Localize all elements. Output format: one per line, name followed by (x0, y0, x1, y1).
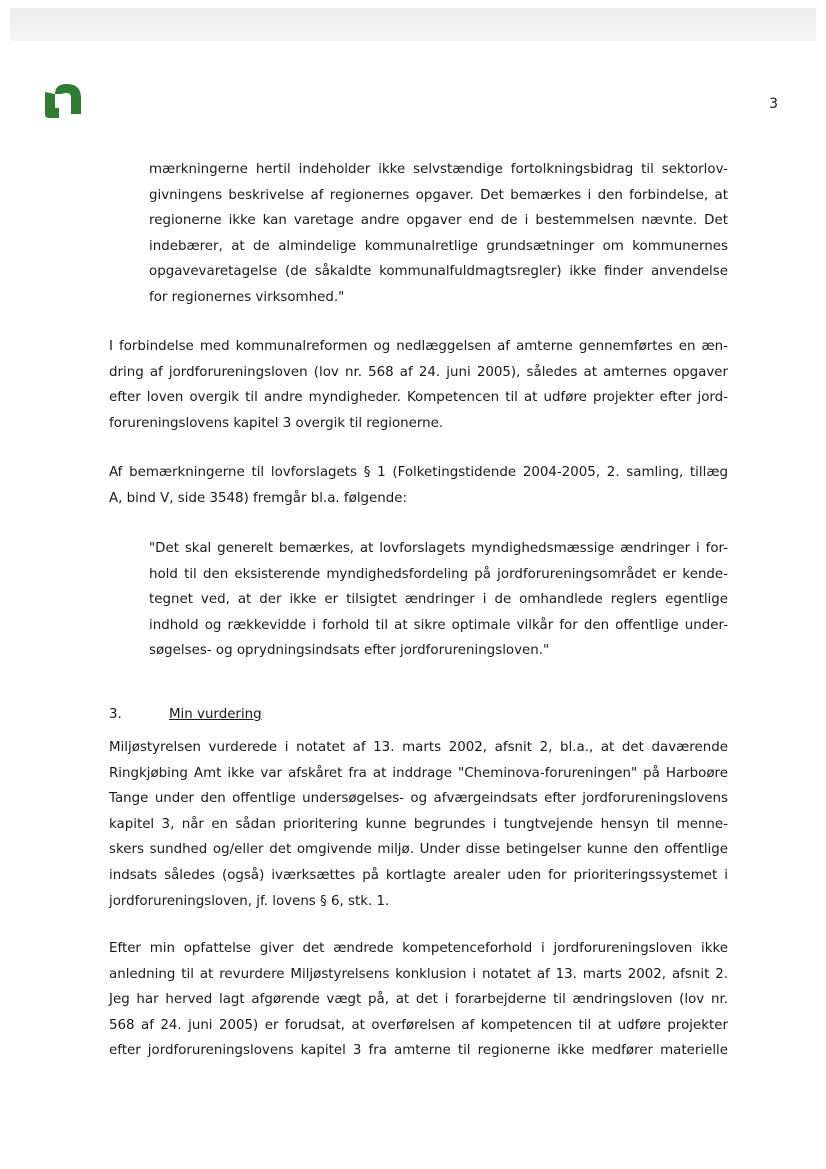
text-line: mærkningerne hertil indeholder ikke selvstændige fortolkningsbidrag til sektorlov- (149, 162, 728, 177)
text-line: I forbindelse med kommunalreformen og nedlæggelsen af amterne gennemførtes en æn- (109, 339, 728, 354)
paragraph-miljostyrelsen (109, 735, 728, 914)
text-line: regionerne ikke kan varetage andre opgaver end de i bestemmelsen nævnte. Det (149, 213, 728, 229)
paragraph-bemaerkninger (109, 460, 728, 511)
text-line: for regionernes virksomhed." (149, 289, 345, 305)
text-line: opgavevaretagelse (de såkaldte kommunalfuldmagtsregler) ikke finder anvendelse (149, 264, 728, 280)
text-line: tegnet ved, at der ikke er tilsigtet ændringer i de omhandlede reglers egentlige (149, 592, 728, 608)
text-line: forureningslovens kapitel 3 overgik til regionerne. (109, 415, 444, 431)
text-line: Jeg har herved lagt afgørende vægt på, at det i forarbejderne til ændringsloven (lov nr. (109, 992, 728, 1008)
text-line: indsats således (også) iværksættes på kortlagte arealer uden for prioriteringssystemet i (109, 867, 728, 883)
text-line: "Det skal generelt bemærkes, at lovforslagets myndighedsmæssige ændringer i for- (149, 541, 728, 556)
quote-block-1 (149, 157, 728, 311)
page-number: 3 (769, 96, 778, 112)
text-line: anledning til at revurdere Miljøstyrelsens konklusion i notatet af 13. marts 2002, afsnit 2. (109, 966, 728, 982)
scan-header-strip (10, 8, 816, 41)
text-line: Ringkjøbing Amt ikke var afskåret fra at inddrage "Cheminova-forureningen" på Harboøre (109, 765, 728, 781)
text-line: Miljøstyrelsen vurderede i notatet af 13. marts 2002, afsnit 2, bl.a., at det daværende (109, 740, 728, 755)
text-line: Af bemærkningerne til lovforslagets § 1 (Folketingstidende 2004-2005, 2. samling, tillæg (109, 465, 728, 480)
text-line: jordforureningsloven, jf. lovens § 6, stk. 1. (109, 893, 390, 909)
text-line: søgelses- og oprydningsindsats efter jordforureningsloven." (149, 643, 550, 659)
paragraph-vurdering (109, 936, 728, 1064)
section-title: Min vurdering (169, 707, 262, 722)
text-line: Tange under den offentlige undersøgelses- og afværgeindsats efter jordforureningslovens (109, 791, 728, 807)
text-line: hold til den eksisterende myndighedsfordeling på jordforureningsområdet er kende- (149, 566, 728, 582)
text-line: 568 af 24. juni 2005) er forudsat, at overførelsen af kompetencen til at udføre projekter (109, 1017, 728, 1033)
text-line: Efter min opfattelse giver det ændrede kompetenceforhold i jordforureningsloven ikke (109, 941, 728, 956)
paragraph-kommunalreform (109, 334, 728, 436)
text-line: dring af jordforureningsloven (lov nr. 568 af 24. juni 2005), således at amternes opgaver (109, 364, 728, 380)
text-line: kapitel 3, når en sådan prioritering kunne begrundes i tungtvejende hensyn til menne- (109, 816, 728, 832)
text-line: indebærer, at de almindelige kommunalretlige grundsætninger om kommunernes (149, 238, 728, 254)
text-line: efter jordforureningslovens kapitel 3 fra amterne til regionerne ikke medfører materielle (109, 1043, 728, 1059)
text-line: indhold og rækkevidde i forhold til at sikre optimale vilkår for den offentlige under- (149, 617, 728, 633)
ombudsman-logo-icon (41, 80, 85, 120)
text-line: skers sundhed og/eller det omgivende miljø. Under disse betingelser kunne den offentlige (109, 842, 728, 858)
quote-block-2 (149, 536, 728, 664)
section-number: 3. (109, 707, 122, 722)
section-heading (109, 705, 262, 725)
text-line: A, bind V, side 3548) fremgår bl.a. følgende: (109, 490, 408, 506)
text-line: givningens beskrivelse af regionernes opgaver. Det bemærkes i den forbindelse, at (149, 187, 728, 203)
text-line: efter loven overgik til andre myndigheder. Kompetencen til at udføre projekter efter jord- (109, 390, 728, 406)
